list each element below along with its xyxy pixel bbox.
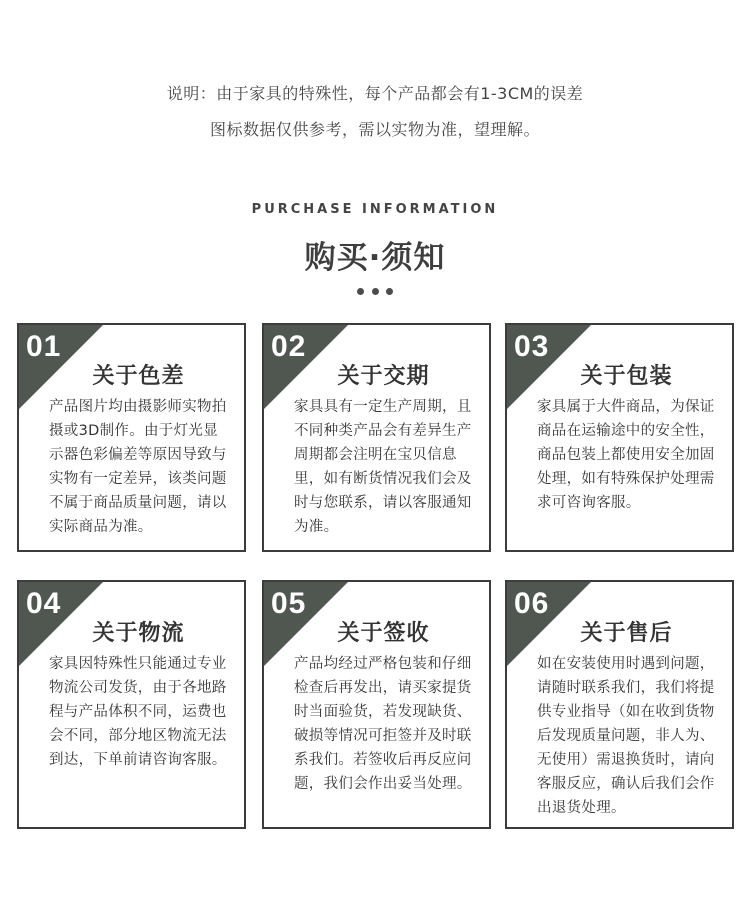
card-number: 02	[271, 330, 307, 363]
card-body: 产品图片均由摄影师实物拍摄或3D制作。由于灯光显示器色彩偏差等原因导致与实物有一定差异，该类问题不属于商品质量问题，请以实际商品为准。	[49, 399, 227, 535]
section-title: 购买·须知	[304, 240, 446, 276]
dot	[357, 288, 364, 295]
disclaimer-line-2: 图标数据仅供参考，需以实物为准，望理解。	[209, 120, 540, 139]
card-title: 关于交期	[337, 364, 430, 389]
card-body: 如在安装使用时遇到问题，请随时联系我们，我们将提供专业指导（如在收到货物后发现质量问题，非人为、无使用）需退换货时，请向客服反应，确认后我们会作出退货处理。	[537, 656, 715, 816]
card-title: 关于售后	[580, 621, 673, 646]
card-title: 关于包装	[580, 364, 673, 389]
card-number: 01	[26, 330, 62, 363]
info-card-logistics	[17, 580, 246, 829]
card-title: 关于物流	[92, 621, 185, 646]
card-body: 家具具有一定生产周期，且不同种类产品会有差异生产周期都会注明在宝贝信息里，如有断货情况我们会及时与您联系，请以客服通知为准。	[294, 399, 472, 535]
dot	[386, 288, 393, 295]
info-card-packaging	[505, 323, 734, 552]
card-body: 产品均经过严格包装和仔细检查后再发出，请买家提货时当面验货，若发现缺货、破损等情况可拒签并及时联系我们。若签收后再反应问题，我们会作出妥当处理。	[294, 656, 472, 792]
dot	[372, 288, 379, 295]
card-number: 06	[514, 587, 550, 620]
card-body: 家具因特殊性只能通过专业物流公司发货，由于各地路程与产品体积不同，运费也会不同，部分地区物流无法到达，下单前请咨询客服。	[49, 656, 227, 768]
disclaimer-line-1: 说明：由于家具的特殊性，每个产品都会有1-3CM的误差	[166, 84, 584, 103]
info-card-color	[17, 323, 246, 552]
card-number: 04	[26, 587, 62, 620]
info-card-aftersales	[505, 580, 734, 829]
card-number: 05	[271, 587, 307, 620]
section-subtitle: PURCHASE INFORMATION	[251, 202, 499, 217]
card-number: 03	[514, 330, 550, 363]
info-card-signoff	[262, 580, 491, 829]
info-card-delivery	[262, 323, 491, 552]
card-body: 家具属于大件商品，为保证商品在运输途中的安全性，商品包装上都使用安全加固处理，如有特殊保护处理需求可咨询客服。	[537, 399, 715, 511]
decorative-dots	[357, 288, 393, 296]
card-title: 关于色差	[92, 364, 185, 389]
card-title: 关于签收	[337, 621, 430, 646]
